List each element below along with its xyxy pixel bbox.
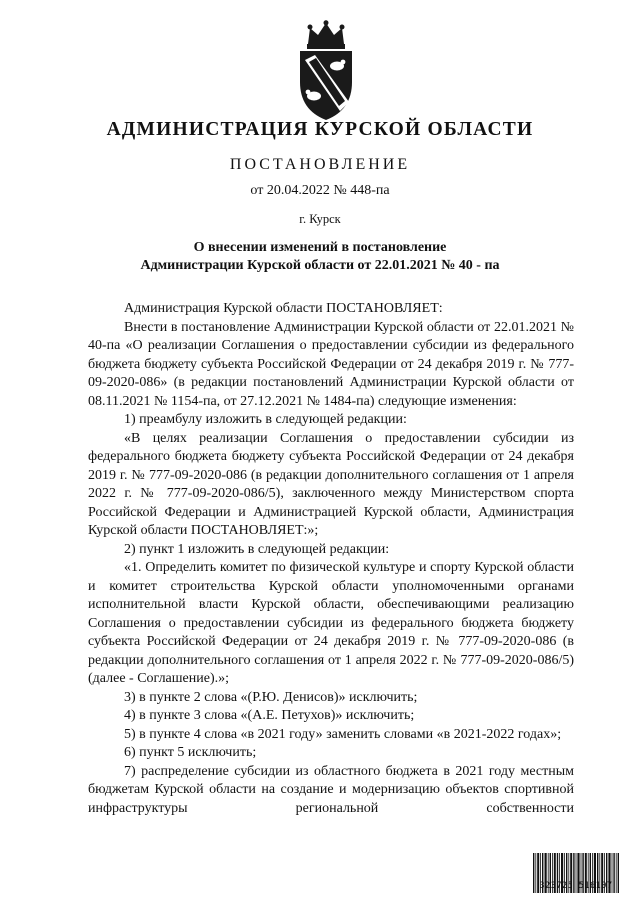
kursk-coat-of-arms-icon — [296, 20, 356, 122]
document-date-number: от 20.04.2022 № 448-па — [250, 183, 390, 198]
document-type: ПОСТАНОВЛЕНИЕ — [229, 156, 411, 173]
heading-line: Администрации Курской области от 22.01.2021 № 40 - па — [140, 258, 500, 273]
paragraph: 4) в пункте 3 слова «(А.Е. Петухов)» исключить; — [124, 708, 415, 723]
paragraph: Администрация Курской области ПОСТАНОВЛЯЕТ: — [124, 301, 443, 316]
paragraph: 7) распределение субсидии из областного бюджета в 2021 году местным бюджетам Курской области на создание и модернизацию объектов спортивной инфраструктуры региональной собственности — [88, 763, 574, 816]
heading-line: О внесении изменений в постановление — [193, 240, 447, 255]
paragraph: 2) пункт 1 изложить в следующей редакции: — [124, 541, 390, 557]
paragraph: «1. Определить комитет по физической культуре и спорту Курской области и комитет строительства Курской области уполномоченными органами исполнительной власти Курской области, обеспечивающими реализацию Соглашения о предоставлении субсидии из федерального бюджета бюджету субъекта Российской Федерации от 24 декабря 2019 г. № 777-09-2020-086 (в редакции дополнительного соглашения от 1 апреля 2022 г. № 777-09-2020-086/5) (далее - Соглашение).»; — [88, 560, 574, 686]
document-city: г. Курск — [299, 212, 341, 226]
paragraph: 3) в пункте 2 слова «(Р.Ю. Денисов)» исключить; — [124, 689, 418, 705]
document-heading — [0, 239, 640, 275]
paragraph: «В целях реализации Соглашения о предоставлении субсидии из федерального бюджета бюджету субъекта Российской Федерации от 24 декабря 2019 г. № 777-09-2020-086 (в редакции дополнительного соглашения от 1 апреля 2022 г. № 777-09-2020-086/5), заключенного между Министерством спорта Российской Федерации и Администрацией Курской области, Администрация Курской области ПОСТАНОВЛЯЕТ:»; — [88, 430, 574, 538]
organization-title: АДМИНИСТРАЦИЯ КУРСКОЙ ОБЛАСТИ — [106, 119, 534, 140]
barcode-number: 323725 516107 — [539, 881, 613, 891]
paragraph: 6) пункт 5 исключить; — [124, 745, 257, 760]
paragraph: 5) в пункте 4 слова «в 2021 году» заменить словами «в 2021-2022 годах»; — [124, 726, 562, 742]
document-body — [88, 300, 574, 818]
paragraph: 1) преамбулу изложить в следующей редакции: — [124, 412, 407, 427]
paragraph: Внести в постановление Администрации Курской области от 22.01.2021 № 40-па «О реализации Соглашения о предоставлении субсидии из федерального бюджета бюджету субъекта Российской Федерации от 24 декабря 2019 г. № 777-09-2020-086» (в редакции постановлений Администрации Курской области от 08.11.2021 № 1154-па, от 27.12.2021 № 1484-па) следующие изменения: — [88, 319, 574, 409]
